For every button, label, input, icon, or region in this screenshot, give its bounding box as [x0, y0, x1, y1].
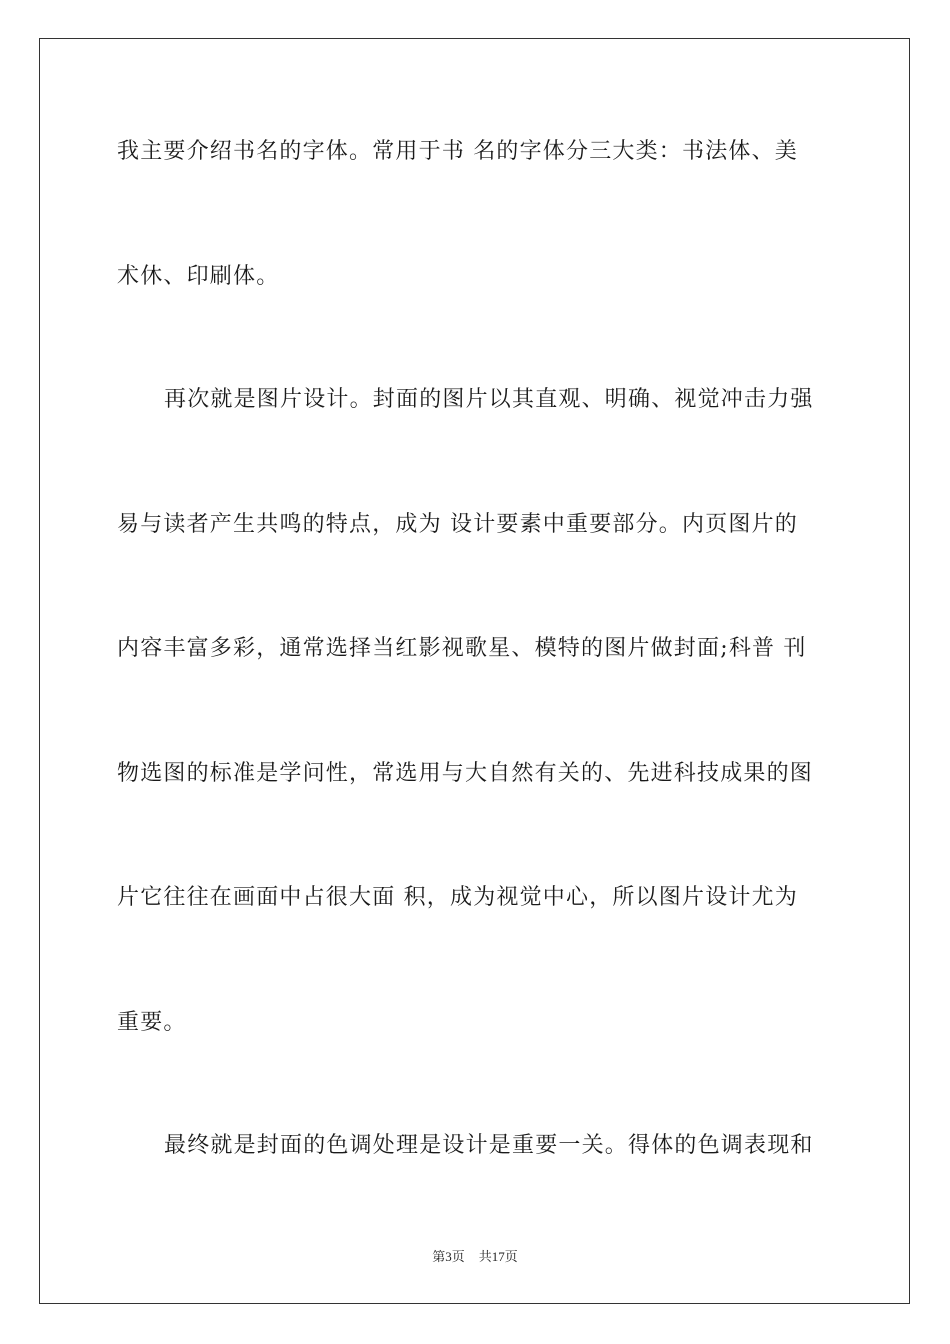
text-line-6: 物选图的标准是学问性，常选用与大自然有关的、先进科技成果的图: [117, 761, 814, 786]
text-line-1: 我主要介绍书名的字体。常用于书 名的字体分三大类：书法体、美: [117, 139, 798, 164]
page-border: [39, 38, 910, 1304]
page-footer: [0, 1248, 950, 1266]
text-line-5: 内容丰富多彩，通常选择当红影视歌星、模特的图片做封面;科普 刊: [117, 636, 807, 661]
text-line-8: 重要。: [117, 1010, 187, 1035]
page-number: 第3页: [432, 1249, 465, 1264]
text-line-2: 术休、印刷体。: [117, 264, 280, 289]
text-line-9: 最终就是封面的色调处理是设计是重要一关。得体的色调表现和: [164, 1133, 814, 1158]
page-total: 共17页: [478, 1249, 518, 1264]
text-line-7: 片它往往在画面中占很大面 积，成为视觉中心，所以图片设计尤为: [117, 885, 798, 910]
text-line-3: 再次就是图片设计。封面的图片以其直观、明确、视觉冲击力强: [164, 387, 814, 412]
text-line-4: 易与读者产生共鸣的特点，成为 设计要素中重要部分。内页图片的: [117, 512, 798, 537]
